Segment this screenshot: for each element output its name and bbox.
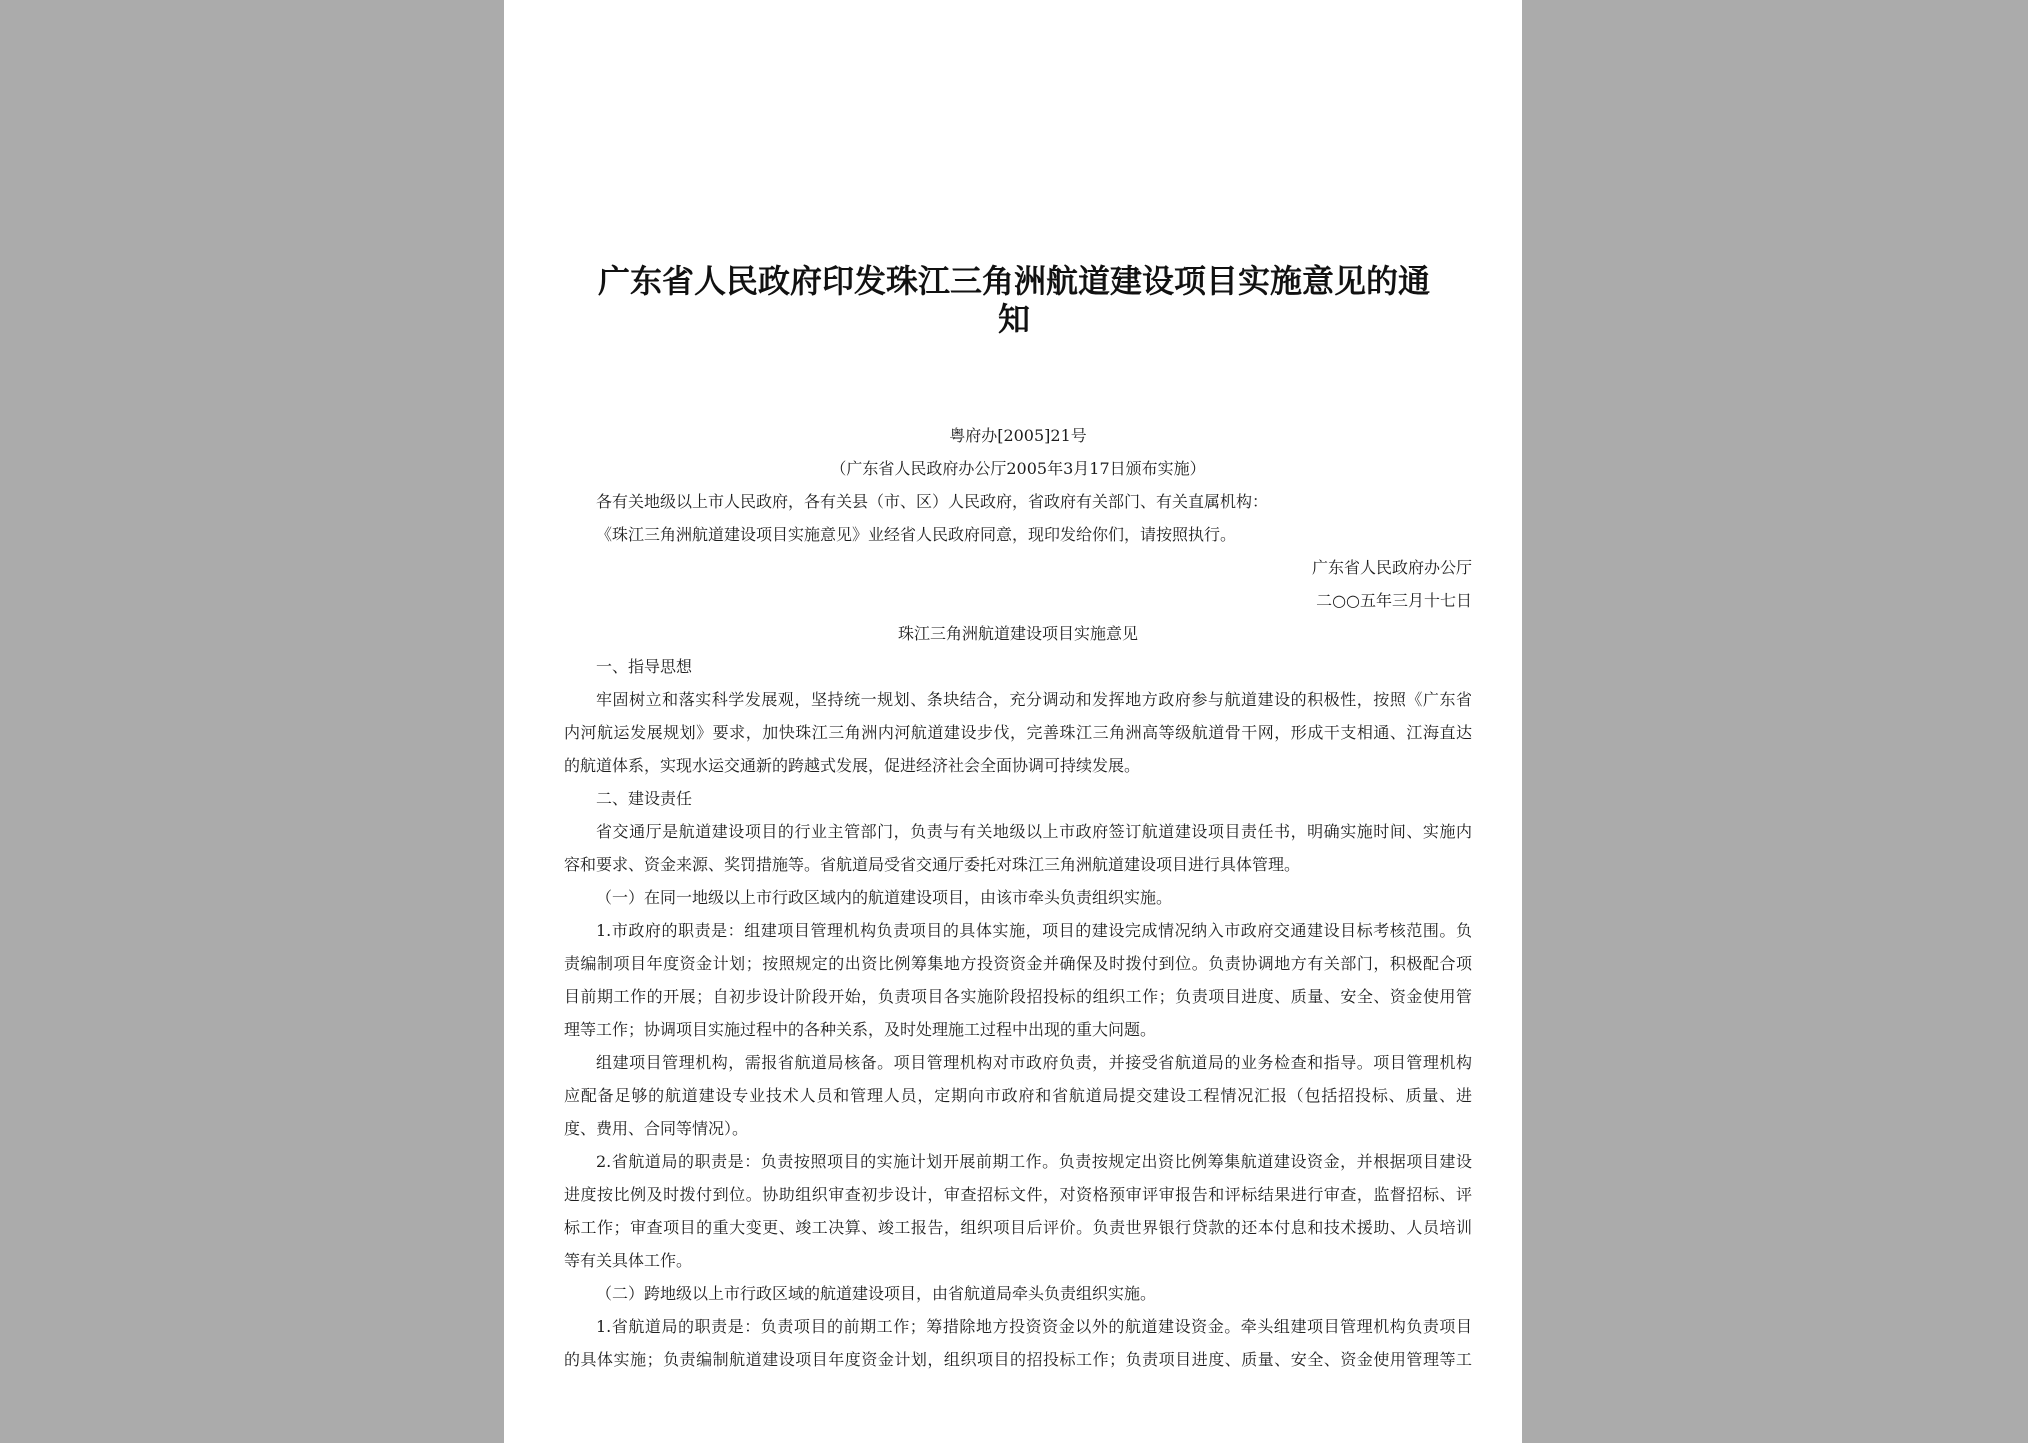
body-line: 等有关具体工作。 [564, 1251, 693, 1270]
body-line: 标工作；审查项目的重大变更、竣工决算、竣工报告，组织项目后评价。负责世界银行贷款的还本付息和技术援助、人员培训 [564, 1218, 1472, 1237]
body-line: 的具体实施；负责编制航道建设项目年度资金计划，组织项目的招投标工作；负责项目进度、质量、安全、资金使用管理等工 [564, 1350, 1472, 1369]
body-line: 1.省航道局的职责是：负责项目的前期工作；筹措除地方投资资金以外的航道建设资金。牵头组建项目管理机构负责项目 [596, 1317, 1472, 1336]
body-line: 《珠江三角洲航道建设项目实施意见》业经省人民政府同意，现印发给你们，请按照执行。 [596, 525, 1237, 544]
subsection-heading: （一）在同一地级以上市行政区域内的航道建设项目，由该市牵头负责组织实施。 [596, 888, 1173, 907]
issuer-signature: 广东省人民政府办公厅 [1311, 558, 1472, 577]
attachment-title: 珠江三角洲航道建设项目实施意见 [897, 624, 1138, 643]
body-line: 内河航运发展规划》要求，加快珠江三角洲内河航道建设步伐，完善珠江三角洲高等级航道骨干网，形成干支相通、江海直达 [564, 723, 1472, 742]
body-line: 目前期工作的开展；自初步设计阶段开始，负责项目各实施阶段招投标的组织工作；负责项目进度、质量、安全、资金使用管 [564, 987, 1472, 1006]
section-heading: 一、指导思想 [596, 657, 693, 676]
body-line: 进度按比例及时拨付到位。协助组织审查初步设计，审查招标文件，对资格预审评审报告和评标结果进行审查，监督招标、评 [564, 1185, 1472, 1204]
body-line: 理等工作；协调项目实施过程中的各种关系，及时处理施工过程中出现的重大问题。 [564, 1020, 1157, 1039]
document-page [504, 0, 1522, 1443]
body-line: 容和要求、资金来源、奖罚措施等。省航道局受省交通厅委托对珠江三角洲航道建设项目进行具体管理。 [564, 855, 1301, 874]
issue-date: 二○○五年三月十七日 [1316, 591, 1472, 610]
body-line: 度、费用、合同等情况）。 [564, 1119, 749, 1138]
body-line: 省交通厅是航道建设项目的行业主管部门，负责与有关地级以上市政府签订航道建设项目责任书，明确实施时间、实施内 [596, 822, 1472, 841]
body-line: 2.省航道局的职责是：负责按照项目的实施计划开展前期工作。负责按规定出资比例筹集航道建设资金，并根据项目建设 [596, 1152, 1472, 1171]
addressee-line: 各有关地级以上市人民政府，各有关县（市、区）人民政府，省政府有关部门、有关直属机构： [596, 492, 1269, 511]
section-heading: 二、建设责任 [596, 789, 693, 808]
issue-note: （广东省人民政府办公厅2005年3月17日颁布实施） [830, 459, 1206, 478]
body-line: 牢固树立和落实科学发展观，坚持统一规划、条块结合，充分调动和发挥地方政府参与航道建设的积极性，按照《广东省 [596, 690, 1472, 709]
document-number: 粤府办[2005]21号 [949, 426, 1087, 445]
document-title: 广东省人民政府印发珠江三角洲航道建设项目实施意见的通知 [597, 262, 1430, 338]
body-line: 应配备足够的航道建设专业技术人员和管理人员，定期向市政府和省航道局提交建设工程情况汇报（包括招投标、质量、进 [564, 1086, 1472, 1105]
subsection-heading: （二）跨地级以上市行政区域的航道建设项目，由省航道局牵头负责组织实施。 [596, 1284, 1157, 1303]
body-line: 1.市政府的职责是：组建项目管理机构负责项目的具体实施，项目的建设完成情况纳入市政府交通建设目标考核范围。负 [596, 921, 1472, 940]
body-line: 组建项目管理机构，需报省航道局核备。项目管理机构对市政府负责，并接受省航道局的业务检查和指导。项目管理机构 [596, 1053, 1472, 1072]
body-line: 责编制项目年度资金计划；按照规定的出资比例筹集地方投资资金并确保及时拨付到位。负责协调地方有关部门，积极配合项 [564, 954, 1472, 973]
body-line: 的航道体系，实现水运交通新的跨越式发展，促进经济社会全面协调可持续发展。 [564, 756, 1141, 775]
